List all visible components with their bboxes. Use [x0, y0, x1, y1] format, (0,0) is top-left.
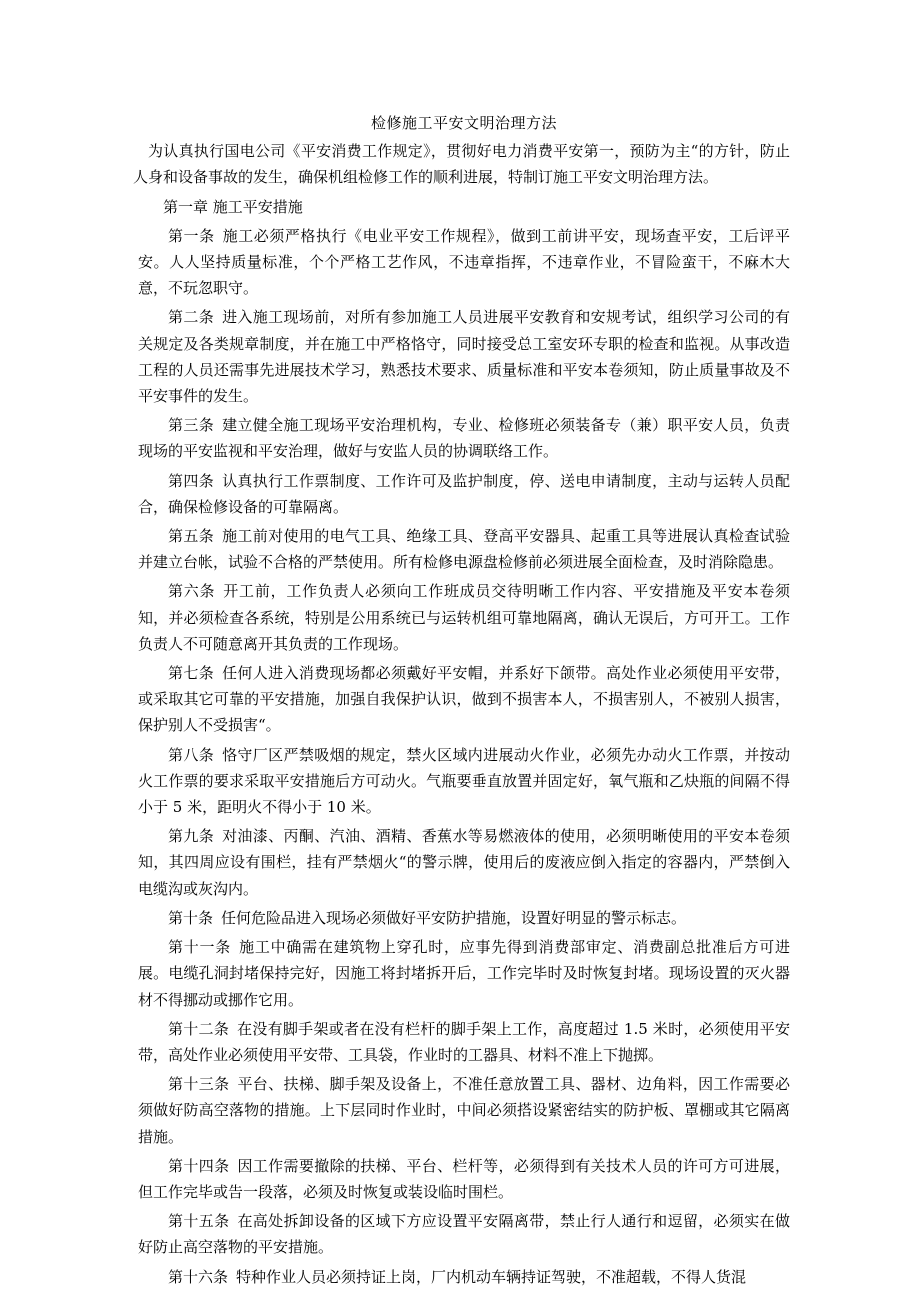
article-label: 第三条: [168, 416, 215, 435]
article-14: [138, 1153, 790, 1205]
article-text: 任何人进入消费现场都必须戴好平安帽，并系好下颌带。高处作业必须使用平安带，或采取其它可靠的平安措施，加强自我保护认识，做到不损害本人，不损害别人，不被别人损害，保护别人不受损害“。: [138, 664, 790, 735]
article-4: [138, 468, 790, 520]
article-label: 第十五条: [168, 1212, 230, 1231]
chapter-heading: 第一章 施工平安措施: [163, 197, 303, 216]
article-label: 第十一条: [168, 938, 232, 957]
article-13: [138, 1071, 790, 1150]
article-5: [138, 523, 790, 575]
article-text: 特种作业人员必须持证上岗，厂内机动车辆持证驾驶，不准超载，不得人货混: [236, 1267, 747, 1286]
article-text: 开工前，工作负责人必须向工作班成员交待明晰工作内容、平安措施及平安本卷须知，并必须检查各系统，特别是公用系统已与运转机组可靠地隔离，确认无误后，方可开工。工作负责人不可随意离开其负责的工作现场。: [138, 582, 790, 653]
article-text: 施工前对使用的电气工具、绝缘工具、登高平安器具、起重工具等进展认真检查试验并建立台帐，试验不合格的严禁使用。所有检修电源盘检修前必须进展全面检查，及时消除隐患。: [138, 527, 790, 572]
article-text: 认真执行工作票制度、工作许可及监护制度，停、送电申请制度，主动与运转人员配合，确保检修设备的可靠隔离。: [138, 471, 790, 516]
article-label: 第十六条: [168, 1267, 229, 1286]
article-label: 第十条: [168, 908, 214, 927]
article-1: [138, 223, 790, 302]
article-text: 任何危险品进入现场必须做好平安防护措施，设置好明显的警示标志。: [221, 908, 687, 927]
article-label: 第四条: [168, 471, 215, 490]
article-text: 建立健全施工现场平安治理机构，专业、检修班必须装备专（兼）职平安人员，负责现场的平安监视和平安治理，做好与安监人员的协调联络工作。: [138, 416, 790, 461]
document-page: [133, 100, 790, 1293]
article-9: [138, 823, 790, 902]
article-text: 施工必须严格执行《电业平安工作规程》，做到工前讲平安，现场查平安，工后评平安。人人坚持质量标准，个个严格工艺作风，不违章指挥，不违章作业，不冒险蛮干，不麻木大意，不玩忽职守。: [138, 226, 790, 298]
article-label: 第七条: [168, 664, 215, 683]
document-title: 检修施工平安文明治理方法: [370, 114, 557, 132]
article-label: 第六条: [168, 582, 216, 601]
article-16: [138, 1264, 790, 1290]
article-label: 第八条: [168, 745, 215, 764]
article-text: 在没有脚手架或者在没有栏杆的脚手架上工作，高度超过 1.5 米时，必须使用平安带，高处作业必须使用平安带、工具袋，作业时的工器具、材料不准上下抛掷。: [138, 1019, 790, 1064]
article-7: [138, 660, 790, 739]
article-11: [138, 934, 790, 1013]
article-label: 第一条: [168, 226, 215, 245]
article-text: 因工作需要撤除的扶梯、平台、栏杆等，必须得到有关技术人员的许可方可进展，但工作完毕或告一段落，必须及时恢复或装设临时围栏。: [138, 1156, 790, 1201]
article-text: 平台、扶梯、脚手架及设备上，不准任意放置工具、器材、边角料，因工作需要必须做好防高空落物的措施。上下层同时作业时，中间必须搭设紧密结实的防护板、罩棚或其它隔离措施。: [138, 1075, 790, 1146]
article-3: [138, 412, 790, 464]
intro-paragraph: 为认真执行国电公司《平安消费工作规定》，贯彻好电力消费平安第一，预防为主“的方针，防止人身和设备事故的发生，确保机组检修工作的顺利进展，特制订施工平安文明治理方法。: [133, 142, 790, 187]
article-10: [138, 905, 790, 931]
article-text: 进入施工现场前，对所有参加施工人员进展平安教育和安规考试，组织学习公司的有关规定及各类规章制度，并在施工中严格恪守，同时接受总工室安环专职的检查和监视。从事改造工程的人员还需事先进展技术学习，熟悉技术要求、质量标准和平安本卷须知，防止质量事故及不平安事件的发生。: [138, 308, 790, 406]
article-text: 在高处拆卸设备的区域下方应设置平安隔离带，禁止行人通行和逗留，必须实在做好防止高空落物的平安措施。: [138, 1212, 790, 1257]
article-label: 第五条: [168, 527, 215, 546]
article-text: 恪守厂区严禁吸烟的规定，禁火区域内进展动火作业，必须先办动火工作票，并按动火工作票的要求采取平安措施后方可动火。气瓶要垂直放置并固定好，氧气瓶和乙炔瓶的间隔不得小于 5 米，距明火不得小于 10 米。: [138, 745, 790, 817]
article-label: 第十三条: [168, 1075, 230, 1094]
article-label: 第十四条: [168, 1156, 230, 1175]
article-15: [138, 1208, 790, 1260]
article-8: [138, 742, 790, 821]
article-text: 施工中确需在建筑物上穿孔时，应事先得到消费部审定、消费副总批准后方可进展。电缆孔洞封堵保持完好，因施工将封堵拆开后，工作完毕时及时恢复封堵。现场设置的灭火器材不得挪动或挪作它用。: [138, 938, 790, 1009]
article-2: [138, 304, 790, 409]
article-12: [138, 1016, 790, 1068]
article-label: 第十二条: [168, 1019, 230, 1038]
article-label: 第九条: [168, 827, 215, 846]
article-label: 第二条: [168, 308, 215, 327]
article-text: 对油漆、丙酮、汽油、酒精、香蕉水等易燃液体的使用，必须明晰使用的平安本卷须知，其四周应设有围栏，挂有严禁烟火“的警示牌，使用后的废液应倒入指定的容器内，严禁倒入电缆沟或灰沟内。: [138, 827, 790, 898]
article-6: [138, 578, 790, 657]
